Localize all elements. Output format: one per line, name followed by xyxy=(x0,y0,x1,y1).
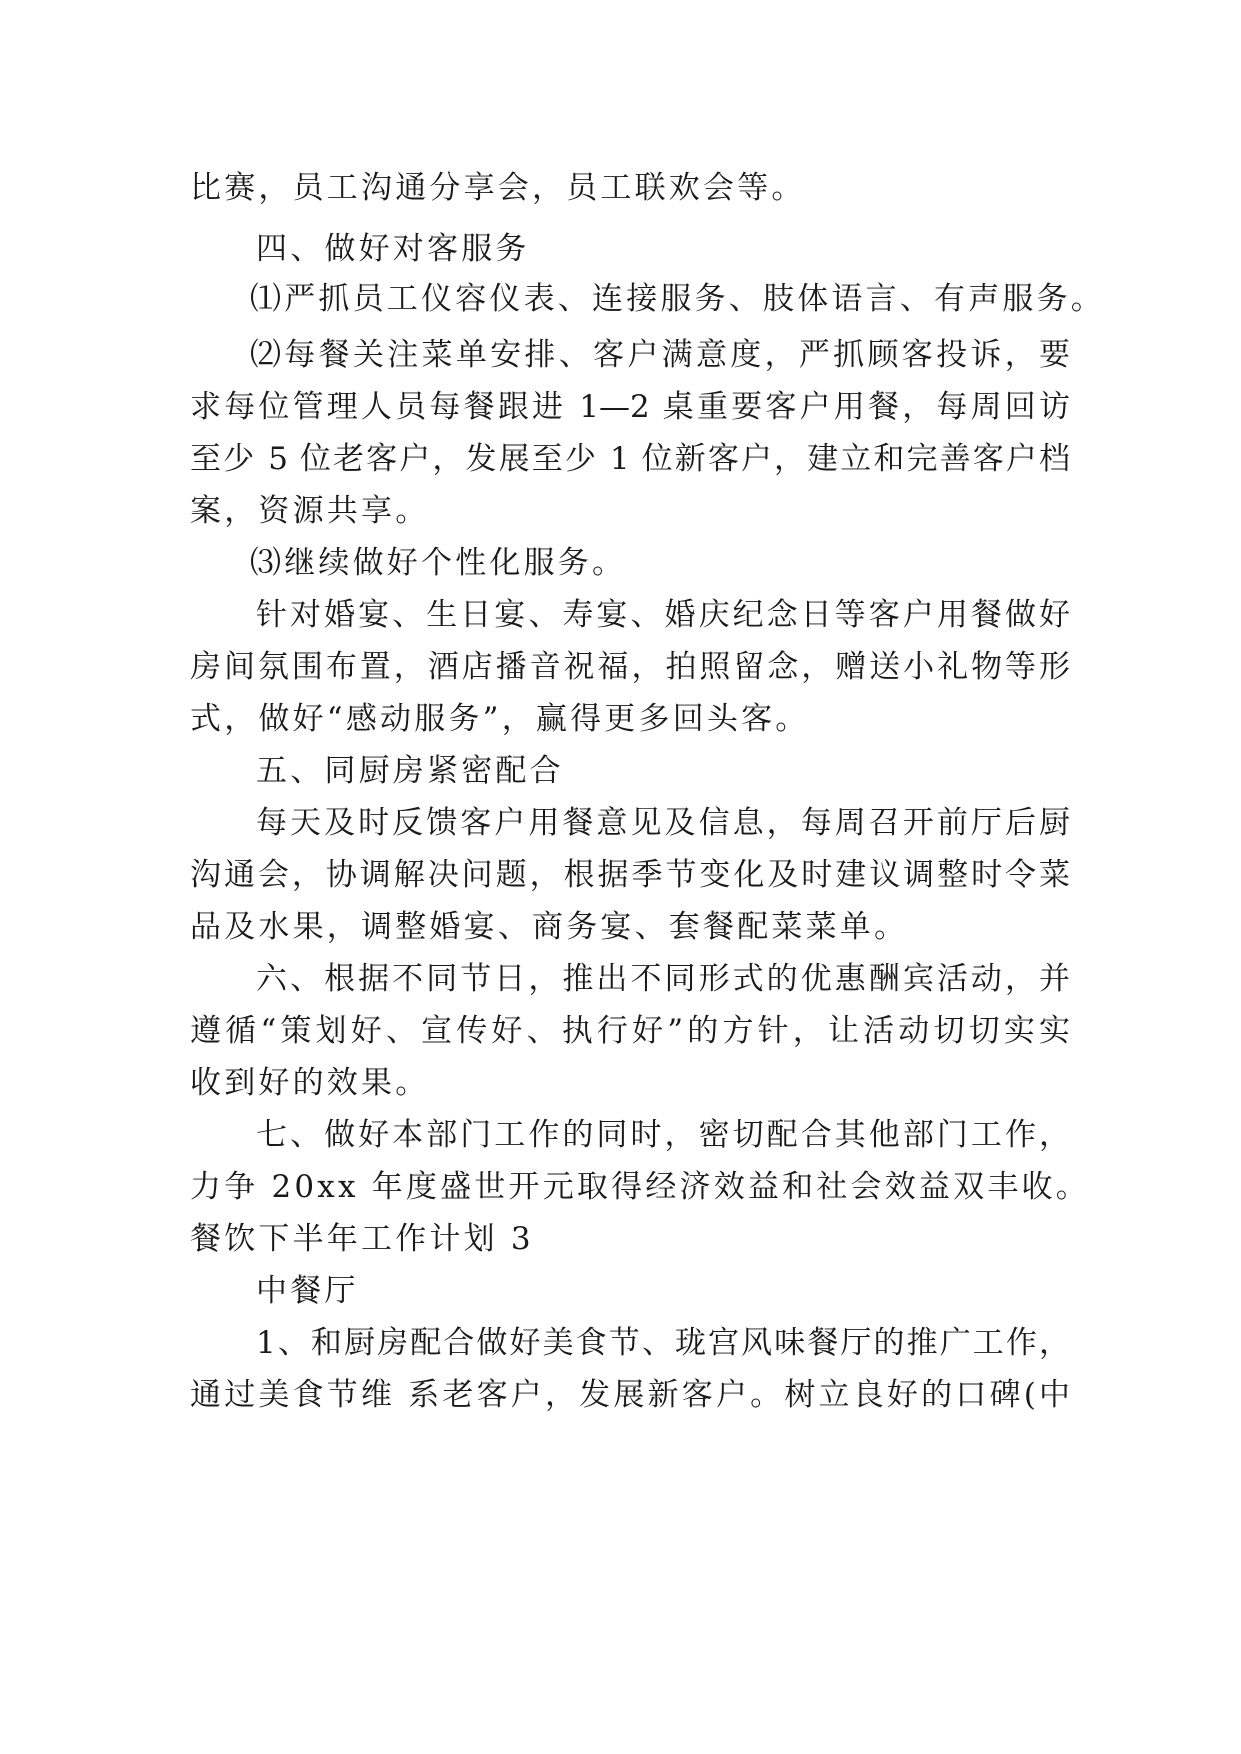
paragraph-line: 求每位管理人员每餐跟进 1—2 桌重要客户用餐，每周回访 xyxy=(190,389,1070,425)
paragraph-line: 每天及时反馈客户用餐意见及信息，每周召开前厅后厨 xyxy=(256,805,1070,841)
paragraph-line: 力争 20xx 年度盛世开元取得经济效益和社会效益双丰收。 xyxy=(190,1169,1090,1205)
section-heading: 七、做好本部门工作的同时，密切配合其他部门工作， xyxy=(256,1117,1070,1153)
paragraph-line: 通过美食节维 系老客户，发展新客户。树立良好的口碑(中 xyxy=(190,1377,1070,1413)
list-item: 1、和厨房配合做好美食节、珑宫风味餐厅的推广工作， xyxy=(256,1325,1070,1361)
section-heading: 五、同厨房紧密配合 xyxy=(256,753,564,789)
paragraph-line: 房间氛围布置，酒店播音祝福，拍照留念，赠送小礼物等形 xyxy=(190,649,1070,685)
paragraph-line: 案，资源共享。 xyxy=(190,493,430,529)
section-heading: 六、根据不同节日，推出不同形式的优惠酬宾活动，并 xyxy=(256,961,1070,997)
section-heading: 四、做好对客服务 xyxy=(256,231,530,267)
paragraph-line: 比赛，员工沟通分享会，员工联欢会等。 xyxy=(190,170,806,206)
paragraph-line: 至少 5 位老客户，发展至少 1 位新客户，建立和完善客户档 xyxy=(190,441,1070,477)
document-title: 餐饮下半年工作计划 3 xyxy=(190,1221,534,1257)
list-item: ⑴严抓员工仪容仪表、连接服务、肢体语言、有声服务。 xyxy=(250,281,1105,317)
list-item: ⑵每餐关注菜单安排、客户满意度，严抓顾客投诉，要 xyxy=(250,337,1070,373)
paragraph-line: 收到好的效果。 xyxy=(190,1065,430,1101)
section-heading: 中餐厅 xyxy=(256,1273,359,1309)
paragraph-line: 沟通会，协调解决问题，根据季节变化及时建议调整时令菜 xyxy=(190,857,1070,893)
paragraph-line: 品及水果，调整婚宴、商务宴、套餐配菜菜单。 xyxy=(190,909,909,945)
paragraph-line: 遵循“策划好、宣传好、执行好”的方针，让活动切切实实 xyxy=(190,1013,1070,1049)
paragraph-line: 针对婚宴、生日宴、寿宴、婚庆纪念日等客户用餐做好 xyxy=(256,597,1070,633)
paragraph-line: 式，做好“感动服务”，赢得更多回头客。 xyxy=(190,701,810,737)
list-item: ⑶继续做好个性化服务。 xyxy=(250,545,627,581)
